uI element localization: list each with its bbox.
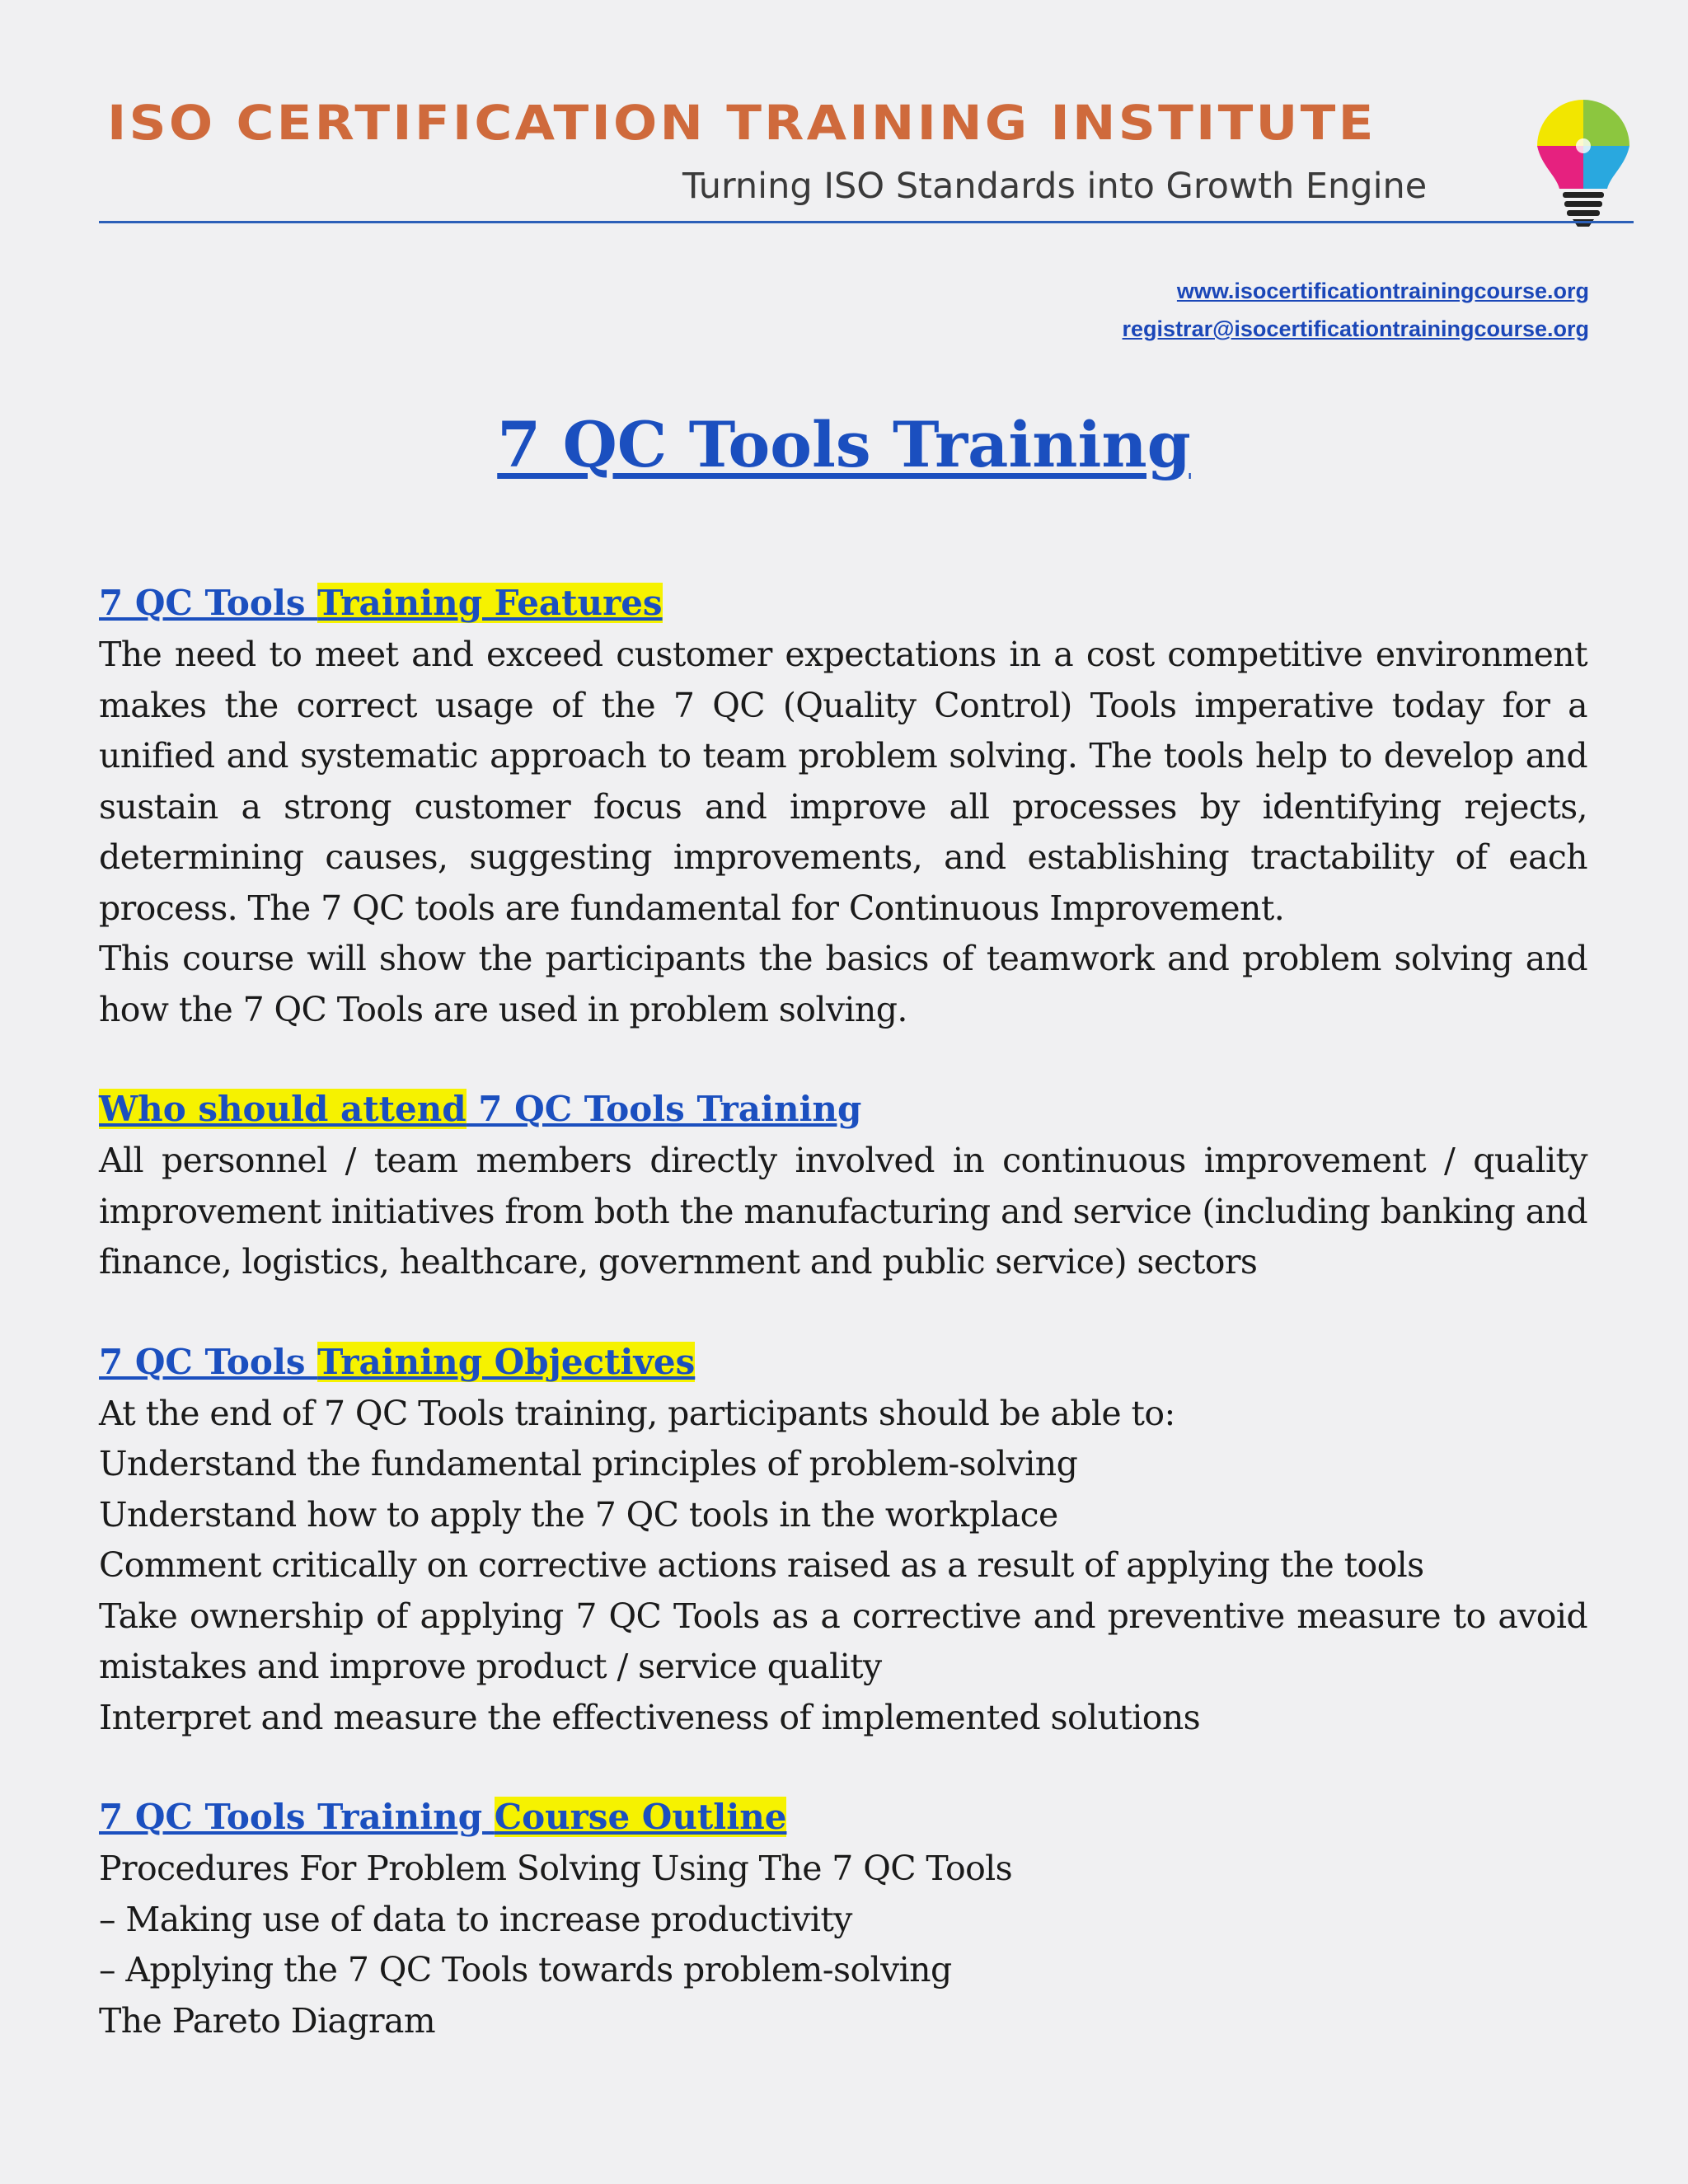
heading-highlight: Who should attend <box>99 1089 467 1129</box>
outline-line: Procedures For Problem Solving Using The 7 QC Tools <box>99 1849 1013 1888</box>
section-heading <box>99 577 1587 630</box>
email-link[interactable]: registrar@isocertificationtrainingcourse.org <box>1122 316 1589 341</box>
objective-line: At the end of 7 QC Tools training, participants should be able to: <box>99 1393 1175 1433</box>
objective-line: Understand the fundamental principles of problem-solving <box>99 1444 1078 1483</box>
paragraph: All personnel / team members directly involved in continuous improvement / quality improvement initiatives from both the manufacturing and service (including banking and finance, logistics, healthcare, government and public service) sectors <box>99 1141 1587 1282</box>
heading-highlight: Course Outline <box>494 1797 787 1837</box>
paragraph: The need to meet and exceed customer expectations in a cost competitive environment makes the correct usage of the 7 QC (Quality Control) Tools imperative today for a unified and systematic approach to team problem solving. The tools help to develop and sustain a strong customer focus and improve all processes by identifying rejects, determining causes, suggesting improvements, and establishing tractability of each process. The 7 QC tools are fundamental for Continuous Improvement. <box>99 635 1587 928</box>
outline-line: – Making use of data to increase productivity <box>99 1899 852 1939</box>
header-divider <box>99 221 1634 223</box>
paragraph: This course will show the participants the basics of teamwork and problem solving and how the 7 QC Tools are used in problem solving. <box>99 939 1587 1029</box>
outline-line: The Pareto Diagram <box>99 2000 436 2041</box>
section-course-outline <box>99 1791 1587 2046</box>
page-title: 7 QC Tools Training <box>497 408 1191 481</box>
objective-line: Understand how to apply the 7 QC tools in the workplace <box>99 1494 1058 1535</box>
heading-text: 7 QC Tools Training <box>99 1797 495 1837</box>
section-features <box>99 577 1587 1035</box>
outline-line: – Applying the 7 QC Tools towards problem-solving <box>99 1950 952 1990</box>
objective-line: Take ownership of applying 7 QC Tools as a corrective and preventive measure to avoid mistakes and improve product / service quality <box>99 1596 1587 1686</box>
section-who-should-attend <box>99 1083 1587 1288</box>
section-objectives <box>99 1336 1587 1744</box>
heading-highlight: Training Objectives <box>317 1341 696 1382</box>
heading-highlight: Training Features <box>317 583 663 623</box>
document-body <box>99 577 1587 2094</box>
section-heading <box>99 1336 1587 1389</box>
page-header <box>99 87 1634 227</box>
heading-text: 7 QC Tools <box>99 1341 318 1382</box>
objective-line: Interpret and measure the effectiveness of implemented solutions <box>99 1697 1201 1737</box>
objective-line: Comment critically on corrective actions raised as a result of applying the tools <box>99 1545 1424 1585</box>
heading-text: 7 QC Tools Training <box>466 1089 862 1129</box>
section-heading <box>99 1791 1587 1844</box>
contact-block <box>1123 272 1589 348</box>
heading-text: 7 QC Tools <box>99 583 318 623</box>
website-link[interactable]: www.isocertificationtrainingcourse.org <box>1176 279 1589 303</box>
institute-tagline: Turning ISO Standards into Growth Engine <box>682 166 1428 207</box>
lightbulb-puzzle-icon <box>1531 96 1635 228</box>
section-heading <box>99 1083 1587 1136</box>
institute-name: ISO CERTIFICATION TRAINING INSTITUTE <box>107 95 1376 151</box>
